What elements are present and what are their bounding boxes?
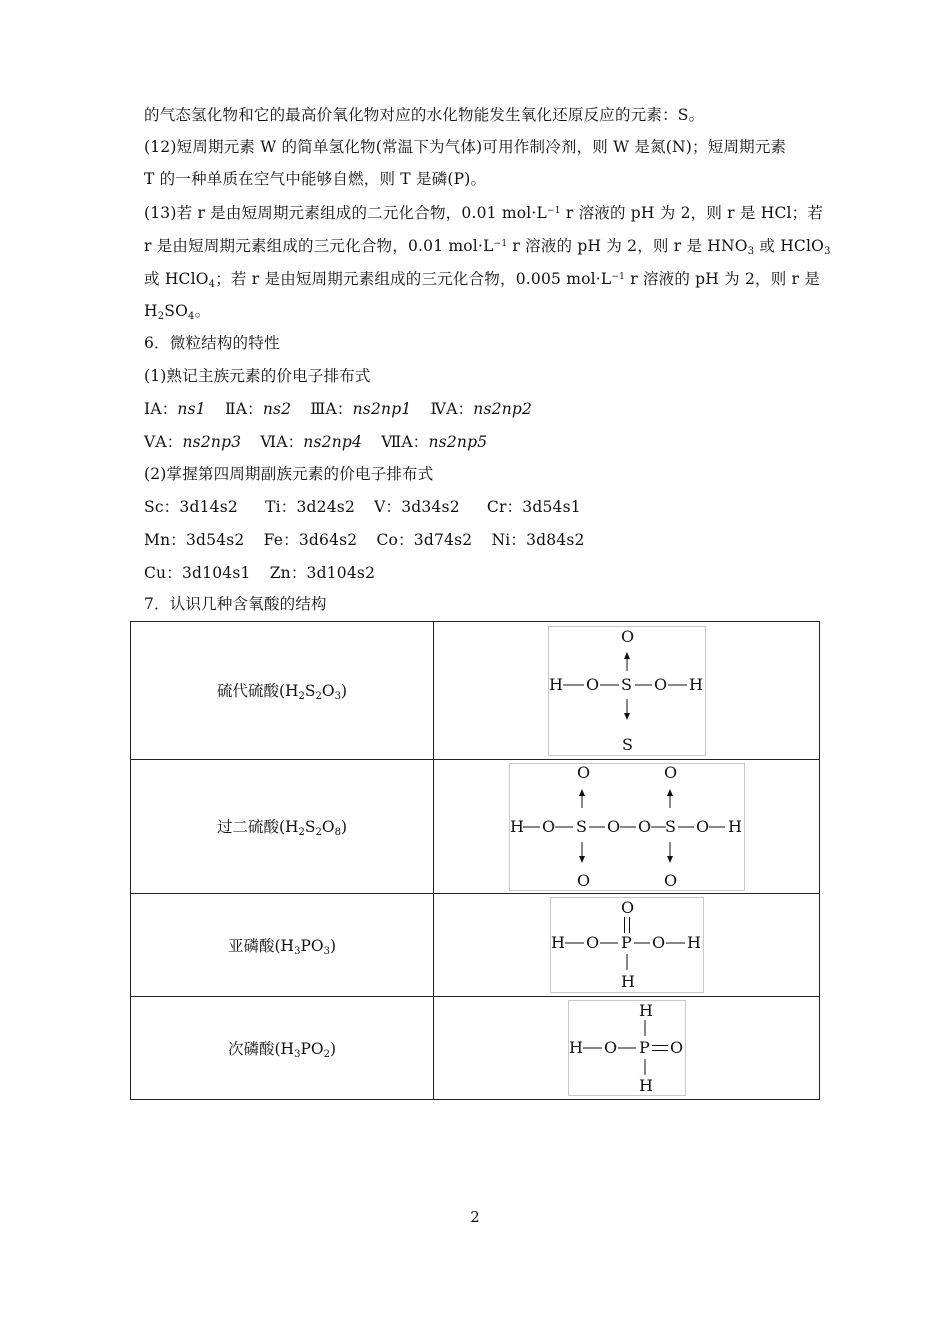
group-label: ⅠA： — [144, 400, 178, 418]
arrowhead — [579, 789, 585, 796]
heading: 7．认识几种含氧酸的结构 — [144, 595, 327, 613]
atom-o: O — [651, 933, 665, 952]
acid-name-cell: 亚磷酸$(H_3PO_3)$ — [131, 894, 434, 997]
atom-p: P — [620, 933, 632, 952]
config: 3d14s2 — [179, 498, 238, 516]
peroxydisulfuric-acid-structure — [509, 763, 745, 891]
atom-o: O — [620, 626, 634, 646]
text-line-6 — [144, 267, 820, 290]
atom-o: O — [603, 1038, 617, 1057]
config: 3d64s2 — [298, 531, 358, 549]
section-6-sub1 — [144, 364, 371, 386]
atom-h: H — [638, 1076, 653, 1095]
text: 或 HClO — [754, 237, 825, 255]
atom-h: H — [620, 972, 635, 991]
atom-h: H — [638, 1001, 653, 1020]
transition-row-2 — [144, 528, 585, 550]
config: 3d84s2 — [526, 531, 585, 549]
atom-o: O — [663, 763, 677, 782]
acid-name-cell: 硫代硫酸$(H_2S_2O_3)$ — [131, 622, 434, 760]
config: 3d34s2 — [401, 498, 460, 516]
element-label: Sc： — [144, 498, 180, 516]
page-number: 2 — [470, 1208, 480, 1226]
atom-o: O — [576, 763, 590, 782]
text: r 溶液的 pH 为 2，则 r 是 — [625, 270, 820, 288]
atom-h: H — [509, 816, 524, 836]
table-row — [131, 997, 820, 1100]
structure-cell — [434, 894, 820, 997]
subscript: 3 — [747, 246, 755, 257]
arrowhead — [624, 652, 630, 659]
atom-o: O — [637, 816, 651, 836]
atom-o: O — [585, 674, 599, 694]
atom-s: S — [664, 816, 676, 836]
section-6-sub2 — [144, 462, 433, 484]
text: SO — [164, 302, 189, 320]
config: ns2np1 — [352, 400, 412, 418]
text-line-3 — [144, 167, 486, 189]
element-label: Mn： — [144, 531, 186, 549]
phosphorous-acid-structure — [550, 897, 704, 993]
atom-o: O — [606, 816, 620, 836]
config: ns2np3 — [182, 433, 242, 451]
config: 3d54s2 — [185, 531, 245, 549]
group-label: ⅡA： — [224, 400, 263, 418]
group-label: ⅦA： — [381, 433, 429, 451]
arrowhead — [624, 713, 630, 720]
config: ns1 — [177, 400, 206, 418]
acid-structure-table — [130, 621, 820, 1100]
atom-s: S — [575, 816, 587, 836]
config: ns2 — [262, 400, 292, 418]
arrowhead — [667, 856, 673, 863]
text: r 溶液的 pH 为 2，则 r 是 HNO — [507, 237, 748, 255]
atom-s: S — [620, 674, 632, 694]
acid-name-cell: 次磷酸$(H_3PO_2)$ — [131, 997, 434, 1100]
atom-h: H — [686, 933, 701, 952]
atom-h: H — [727, 816, 742, 836]
atom-h: H — [568, 1038, 583, 1057]
section-7-title — [144, 592, 327, 614]
text: H — [144, 302, 158, 320]
structure-cell — [434, 997, 820, 1100]
config: 3d54s1 — [522, 498, 581, 516]
config: 3d74s2 — [413, 531, 473, 549]
text: r 溶液的 pH 为 2，则 r 是 HCl；若 — [560, 204, 824, 222]
atom-o: O — [669, 1038, 683, 1057]
subheading: (2)掌握第四周期副族元素的价电子排布式 — [144, 465, 434, 483]
text: (13)若 r 是由短周期元素组成的二元化合物，0.01 mol·L — [144, 204, 548, 222]
subscript: 2 — [157, 311, 165, 322]
atom-h: H — [550, 933, 565, 952]
element-label: V： — [374, 498, 402, 516]
group-label: ⅣA： — [430, 400, 474, 418]
acid-name-cell: 过二硫酸$(H_2S_2O_8)$ — [131, 760, 434, 894]
subscript: 3 — [824, 246, 831, 257]
arrowhead — [579, 856, 585, 863]
text-line-1 — [144, 103, 704, 125]
transition-row-3 — [144, 561, 375, 583]
element-label: Ni： — [491, 531, 527, 549]
hypophosphorous-acid-structure — [568, 1000, 686, 1096]
atom-o: O — [541, 816, 555, 836]
heading: 6．微粒结构的特性 — [144, 334, 280, 352]
element-label: Fe： — [263, 531, 299, 549]
text: (12)短周期元素 W 的简单氢化物(常温下为气体)可用作制冷剂，则 W 是氮(N)；短周期元素 — [144, 138, 787, 156]
thiosulfuric-acid-structure — [548, 626, 706, 756]
group-label: ⅥA： — [260, 433, 304, 451]
atom-o: O — [576, 870, 590, 890]
text: T 的一种单质在空气中能够自燃，则 T 是磷(P)。 — [144, 170, 487, 188]
config: 3d104s1 — [181, 564, 251, 582]
arrowhead — [667, 789, 673, 796]
subscript: 4 — [208, 279, 216, 290]
subscript: 4 — [188, 311, 195, 322]
atom-s: S — [621, 734, 633, 754]
element-label: Zn： — [269, 564, 307, 582]
superscript: −1 — [611, 272, 626, 282]
text: 的气态氢化物和它的最高价氧化物对应的水化物能发生氧化还原反应的元素：S。 — [144, 106, 705, 124]
config: 3d104s2 — [306, 564, 376, 582]
text: 或 HClO — [144, 270, 209, 288]
atom-h: H — [688, 674, 703, 694]
text: ；若 r 是由短周期元素组成的三元化合物，0.005 mol·L — [215, 270, 612, 288]
config: 3d24s2 — [296, 498, 356, 516]
element-label: Ti： — [265, 498, 297, 516]
table-row — [131, 760, 820, 894]
text: r 是由短周期元素组成的三元化合物，0.01 mol·L — [144, 237, 494, 255]
atom-p: P — [638, 1038, 650, 1057]
text-line-4 — [144, 201, 823, 223]
main-group-row-1 — [144, 397, 532, 419]
atom-o: O — [663, 870, 677, 890]
structure-cell — [434, 760, 820, 894]
element-label: Cu： — [144, 564, 182, 582]
text-line-2 — [144, 135, 786, 157]
transition-row-1 — [144, 495, 581, 517]
text: 。 — [194, 302, 211, 320]
table-row — [131, 622, 820, 760]
text-line-5 — [144, 234, 831, 257]
config: ns2np5 — [428, 433, 488, 451]
config: ns2np2 — [473, 400, 533, 418]
superscript: −1 — [493, 239, 508, 249]
subheading: (1)熟记主族元素的价电子排布式 — [144, 367, 371, 385]
atom-h: H — [548, 674, 563, 694]
atom-o: O — [620, 898, 634, 917]
table-row — [131, 894, 820, 997]
element-label: Cr： — [486, 498, 523, 516]
element-label: Co： — [376, 531, 414, 549]
atom-o: O — [653, 674, 667, 694]
atom-o: O — [585, 933, 599, 952]
structure-cell — [434, 622, 820, 760]
atom-o: O — [695, 816, 709, 836]
section-6-title — [144, 331, 280, 353]
main-group-row-2 — [144, 430, 487, 452]
text-line-7 — [144, 299, 210, 322]
group-label: ⅤA： — [144, 433, 183, 451]
group-label: ⅢA： — [310, 400, 353, 418]
config: ns2np4 — [303, 433, 363, 451]
superscript: −1 — [547, 206, 561, 216]
